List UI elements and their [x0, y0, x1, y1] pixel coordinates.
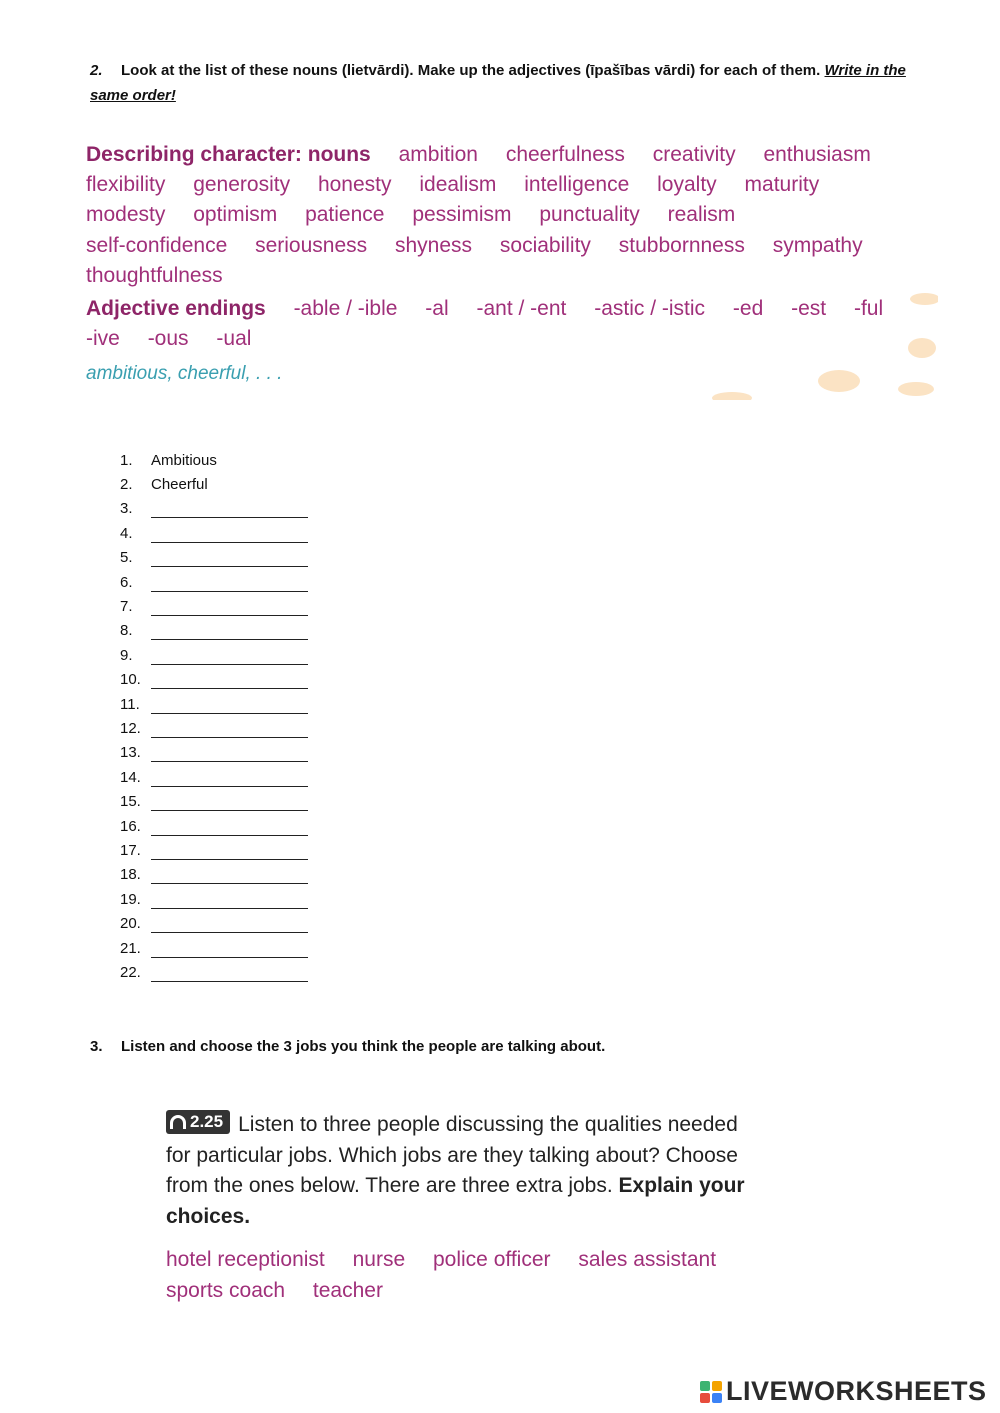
question-2-emphasis: Write in the same order! [90, 62, 906, 104]
noun-word: intelligence [524, 173, 630, 197]
job-option: nurse [352, 1248, 406, 1271]
adjective-ending: -ous [147, 327, 189, 351]
decoration-blob [712, 392, 752, 400]
adjective-ending: -able / -ible [293, 297, 398, 320]
job-option: police officer [432, 1248, 551, 1271]
headphones-icon [170, 1115, 186, 1129]
answer-row [120, 936, 308, 960]
nouns-list [86, 140, 916, 291]
noun-word: honesty [317, 173, 392, 197]
answer-number: 3. [120, 500, 133, 518]
answer-number: 13. [120, 744, 141, 762]
answer-row [120, 789, 308, 813]
noun-word: realism [667, 203, 736, 227]
answer-blank-field[interactable] [151, 674, 308, 689]
noun-word: maturity [744, 173, 820, 197]
endings-heading: Adjective endings [86, 297, 266, 320]
answer-row [120, 472, 308, 496]
answer-blank-field[interactable] [151, 650, 308, 665]
answer-blank-field[interactable] [151, 772, 308, 787]
answer-row [120, 497, 308, 521]
answer-blank-field[interactable] [151, 967, 308, 982]
answer-blank-field[interactable] [151, 845, 308, 860]
answer-row [120, 716, 308, 740]
job-option: hotel receptionist [166, 1248, 325, 1271]
jobs-list [166, 1244, 766, 1306]
adjective-ending: -ed [732, 297, 764, 320]
answer-number: 4. [120, 524, 133, 542]
noun-word: pessimism [412, 203, 512, 227]
answer-blank-field[interactable] [151, 699, 308, 714]
question-number: 3. [90, 1038, 103, 1055]
answer-value: Ambitious [151, 451, 217, 469]
answer-row [120, 448, 308, 472]
noun-word: enthusiasm [763, 143, 871, 166]
noun-word: stubbornness [618, 233, 745, 257]
answer-blank-field[interactable] [151, 918, 308, 933]
logo-square [712, 1393, 722, 1403]
answer-row [120, 668, 308, 692]
answer-number: 20. [120, 915, 141, 933]
noun-word: patience [305, 203, 385, 227]
answer-number: 2. [120, 476, 133, 494]
answer-blank-field[interactable] [151, 503, 308, 518]
vocabulary-box [60, 138, 938, 400]
noun-word: optimism [193, 203, 278, 227]
question-number: 2. [90, 62, 103, 79]
answer-number: 14. [120, 768, 141, 786]
answer-row [120, 570, 308, 594]
answer-number: 11. [120, 695, 140, 713]
noun-word: sympathy [772, 233, 863, 257]
logo-square [712, 1381, 722, 1391]
answer-number: 6. [120, 573, 133, 591]
decoration-blob [898, 382, 934, 396]
answer-number: 9. [120, 646, 133, 664]
noun-word: generosity [193, 173, 291, 197]
logo-square [700, 1381, 710, 1391]
answer-row [120, 594, 308, 618]
answer-number: 1. [120, 451, 133, 469]
adjective-ending: -astic / -istic [594, 297, 706, 320]
answer-row [120, 911, 308, 935]
answer-row [120, 838, 308, 862]
noun-word: idealism [419, 173, 497, 197]
decoration-blob [818, 370, 860, 392]
noun-word: shyness [395, 233, 473, 257]
answer-number: 22. [120, 963, 141, 981]
job-option: sales assistant [578, 1248, 717, 1271]
answer-number: 7. [120, 598, 133, 616]
noun-word: modesty [86, 203, 166, 227]
logo-icon [700, 1381, 722, 1403]
question-2-title [90, 58, 940, 108]
answer-blank-field[interactable] [151, 869, 308, 884]
answer-row [120, 741, 308, 765]
question-2-text: Look at the list of these nouns (lietvārdi). Make up the adjectives (īpašības vārdi) for each of them. [121, 62, 821, 79]
question-3-text: Listen and choose the 3 jobs you think the people are talking about. [121, 1038, 606, 1055]
answer-number: 12. [120, 719, 141, 737]
noun-word: self-confidence [86, 233, 228, 257]
audio-track-badge[interactable] [166, 1110, 230, 1134]
answer-number: 10. [120, 671, 141, 689]
answer-blank-field[interactable] [151, 747, 308, 762]
listening-instruction [166, 1110, 766, 1232]
answer-blank-field[interactable] [151, 601, 308, 616]
answer-number: 16. [120, 817, 141, 835]
noun-word: loyalty [657, 173, 717, 197]
noun-word: creativity [652, 143, 736, 166]
liveworksheets-logo [700, 1376, 987, 1407]
noun-word: thoughtfulness [86, 263, 223, 287]
answer-list [120, 448, 308, 985]
adjective-ending: -ual [216, 327, 252, 351]
instruction-bold: Explain your choices. [166, 1174, 745, 1228]
noun-word: flexibility [86, 173, 166, 197]
answer-number: 17. [120, 841, 141, 859]
answer-number: 18. [120, 866, 141, 884]
adjective-ending: -ant / -ent [476, 297, 567, 320]
answer-row [120, 619, 308, 643]
example-answer: ambitious, cheerful, . . . [86, 363, 283, 384]
brand-name: LIVEWORKSHEETS [726, 1376, 987, 1406]
answer-row [120, 765, 308, 789]
endings-list [86, 294, 916, 354]
adjective-ending: -ive [86, 327, 120, 351]
question-3-title [90, 1034, 605, 1059]
noun-word: ambition [398, 143, 478, 166]
noun-word: sociability [499, 233, 591, 257]
adjective-ending: -est [791, 297, 827, 320]
answer-value: Cheerful [151, 476, 208, 494]
adjective-ending: -al [425, 297, 449, 320]
answer-blank-field[interactable] [151, 796, 308, 811]
logo-square [700, 1393, 710, 1403]
answer-row [120, 692, 308, 716]
noun-word: seriousness [255, 233, 368, 257]
answer-blank-field[interactable] [151, 552, 308, 567]
answer-row [120, 863, 308, 887]
answer-row [120, 887, 308, 911]
answer-blank-field[interactable] [151, 821, 308, 836]
noun-word: punctuality [539, 203, 640, 227]
answer-blank-field[interactable] [151, 943, 308, 958]
answer-number: 5. [120, 549, 133, 567]
answer-number: 21. [120, 939, 141, 957]
answer-blank-field[interactable] [151, 528, 308, 543]
nouns-heading: Describing character: nouns [86, 143, 371, 166]
job-option: teacher [312, 1279, 383, 1302]
answer-row [120, 521, 308, 545]
answer-blank-field[interactable] [151, 577, 308, 592]
answer-blank-field[interactable] [151, 625, 308, 640]
instruction-text: Listen to three people discussing the qualities needed for particular jobs. Which jobs are they talking about? Choose from the ones below. There are three extra jobs. [166, 1113, 738, 1197]
answer-number: 19. [120, 890, 141, 908]
track-number: 2.25 [190, 1111, 224, 1131]
noun-word: cheerfulness [505, 143, 625, 166]
answer-number: 8. [120, 622, 133, 640]
answer-blank-field[interactable] [151, 894, 308, 909]
answer-row [120, 546, 308, 570]
job-option: sports coach [166, 1279, 286, 1302]
adjective-ending: -ful [853, 297, 884, 320]
answer-row [120, 814, 308, 838]
answer-blank-field[interactable] [151, 723, 308, 738]
answer-row [120, 960, 308, 984]
answer-number: 15. [120, 793, 141, 811]
answer-row [120, 643, 308, 667]
